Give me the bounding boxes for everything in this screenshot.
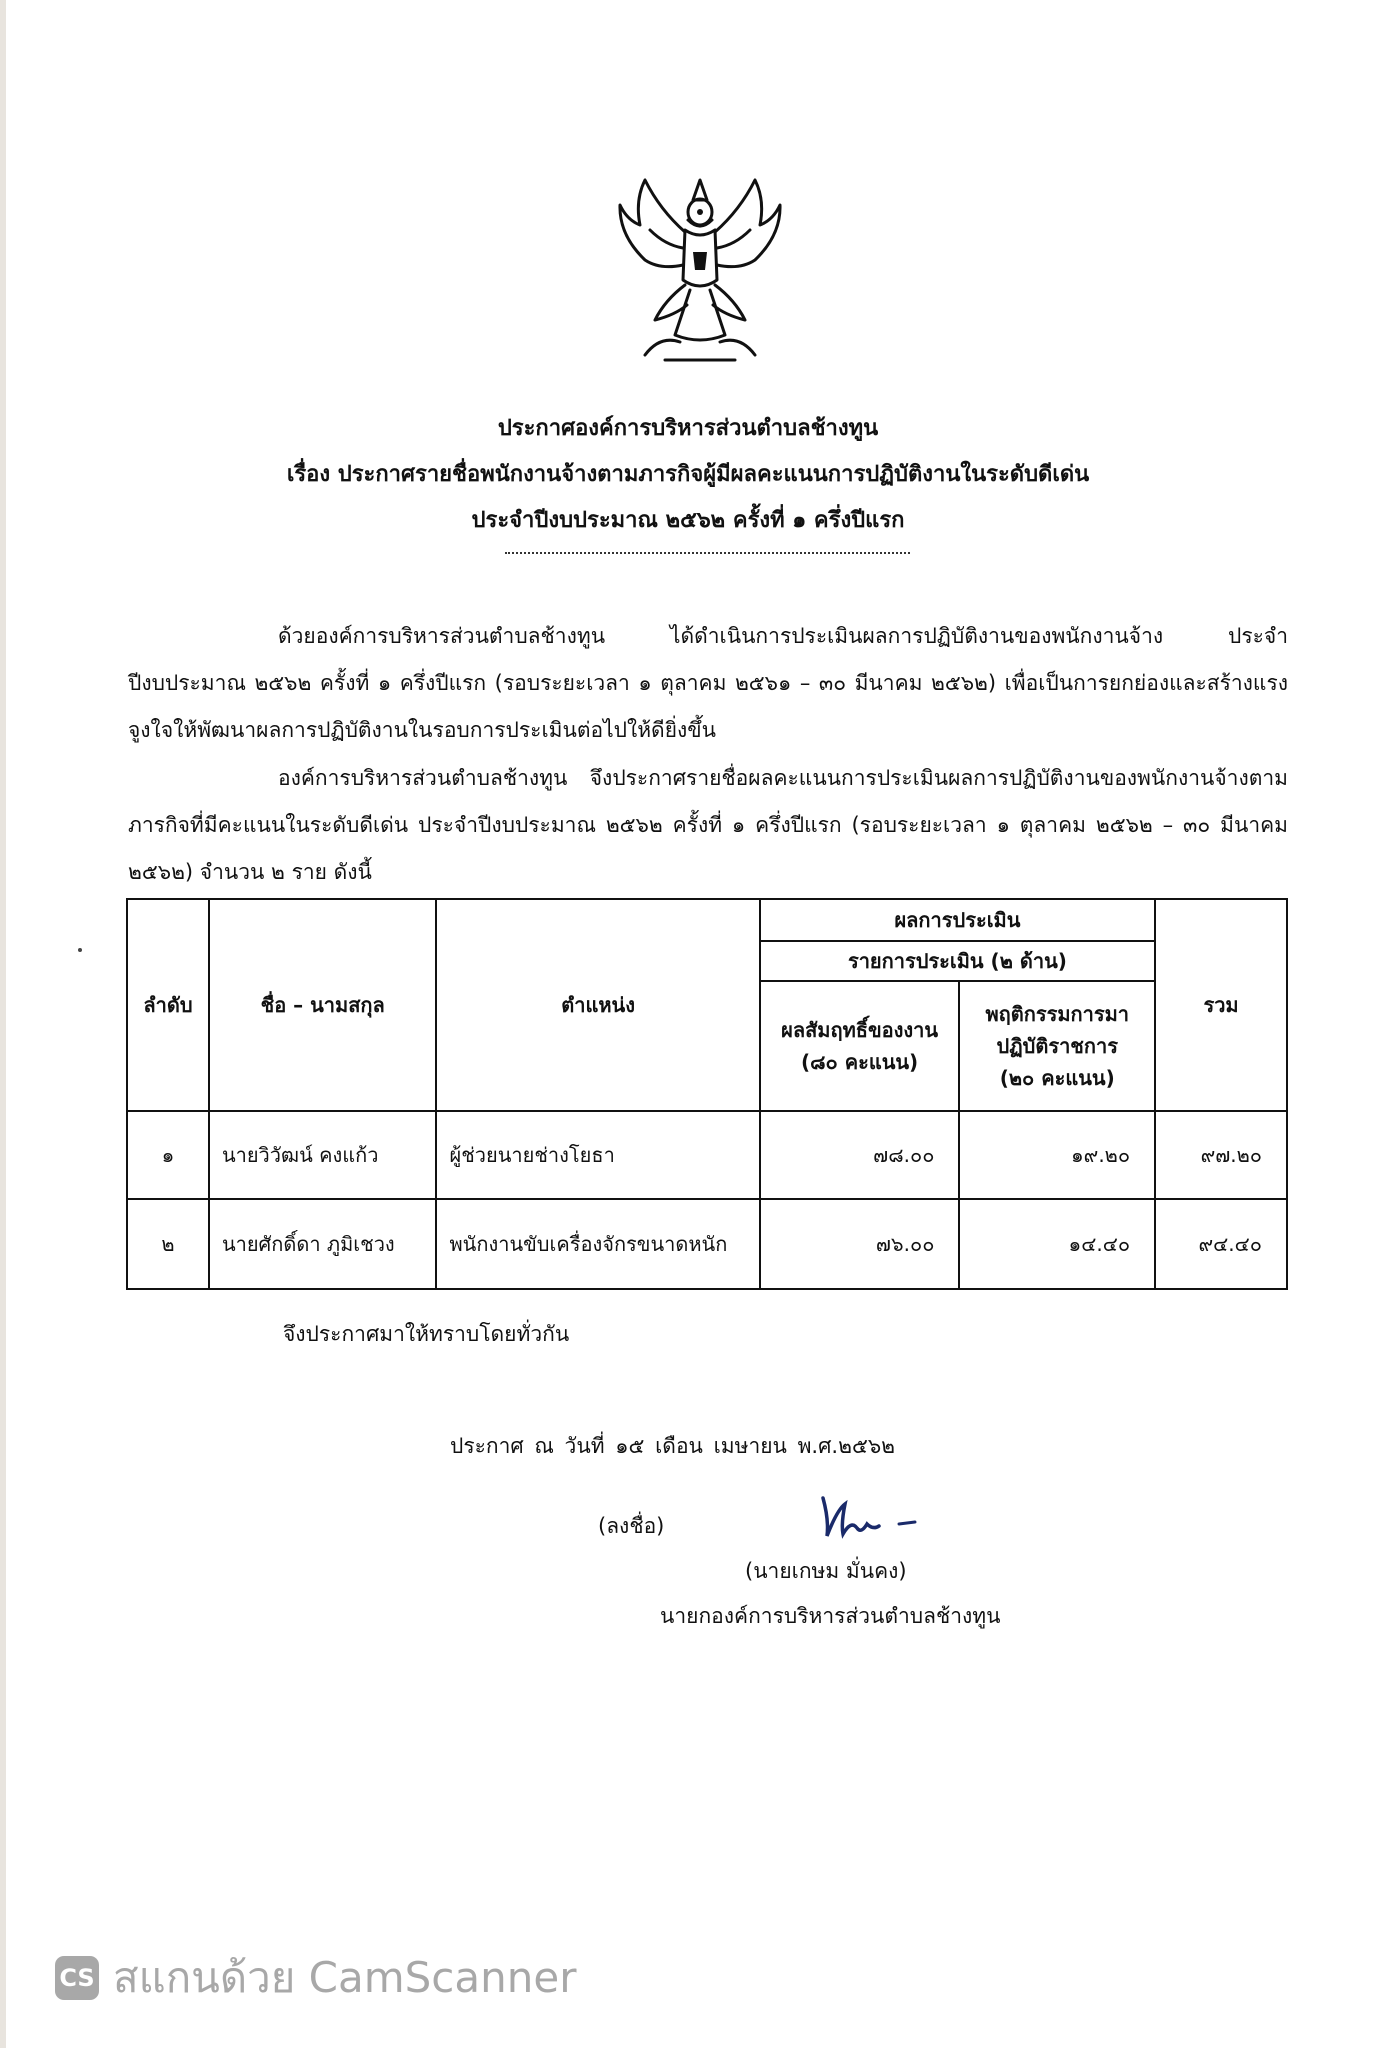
paragraph-1	[128, 613, 1288, 754]
camscanner-logo-icon: CS	[55, 1956, 99, 2000]
header-name: ชื่อ – นามสกุล	[209, 899, 437, 1111]
header-order: ลำดับ	[127, 899, 209, 1111]
header-position: ตำแหน่ง	[436, 899, 759, 1111]
row-behavior-score: ๑๔.๔๐	[959, 1199, 1155, 1289]
row-name: นายวิวัฒน์ คงแก้ว	[209, 1111, 437, 1199]
paragraph-1-text: ด้วยองค์การบริหารส่วนตำบลช้างทูน ได้ดำเนินการประเมินผลการปฏิบัติงานของพนักงานจ้าง ประจำปีงบประมาณ ๒๕๖๒ ครั้งที่ ๑ ครึ่งปีแรก (รอบระยะเวลา ๑ ตุลาคม ๒๕๖๑ – ๓๐ มีนาคม ๒๕๖๒) เพื่อเป็นการยกย่องและสร้างแรงจูงใจให้พัฒนาผลการปฏิบัติงานในรอบการประเมินต่อไปให้ดียิ่งขึ้น	[128, 624, 1288, 742]
closing-statement: จึงประกาศมาให้ทราบโดยทั่วกัน	[283, 1322, 570, 1346]
row-work-score: ๗๘.๐๐	[760, 1111, 960, 1199]
table-row	[127, 1111, 1287, 1199]
header-behavior-line1: พฤติกรรมการมา	[985, 1002, 1130, 1026]
header-work-line1: ผลสัมฤทธิ์ของงาน	[781, 1018, 939, 1042]
row-order: ๒	[127, 1199, 209, 1289]
scan-speck	[78, 948, 82, 952]
signer-name: (นายเกษม มั่นคง)	[745, 1559, 907, 1583]
header-evaluation: ผลการประเมิน	[760, 899, 1155, 941]
header-items: รายการประเมิน (๒ ด้าน)	[760, 941, 1155, 981]
handwritten-signature	[815, 1490, 925, 1550]
announcement-subject: เรื่อง ประกาศรายชื่อพนักงานจ้างตามภารกิจผู้มีผลคะแนนการปฏิบัติงานในระดับดีเด่น	[286, 462, 1090, 487]
row-behavior-score: ๑๙.๒๐	[959, 1111, 1155, 1199]
table-row	[127, 1199, 1287, 1289]
row-position: พนักงานขับเครื่องจักรขนาดหนัก	[436, 1199, 759, 1289]
header-behavior	[959, 981, 1155, 1111]
announcement-period: ประจำปีงบประมาณ ๒๕๖๒ ครั้งที่ ๑ ครึ่งปีแรก	[471, 508, 905, 533]
header-work-line2: (๘๐ คะแนน)	[800, 1050, 919, 1074]
announcement-title: ประกาศองค์การบริหารส่วนตำบลช้างทูน	[497, 416, 879, 441]
row-name: นายศักดิ์ดา ภูมิเชวง	[209, 1199, 437, 1289]
signature-label: (ลงชื่อ)	[598, 1514, 665, 1538]
row-order: ๑	[127, 1111, 209, 1199]
dotted-divider	[505, 552, 910, 554]
score-table	[126, 898, 1288, 1290]
row-work-score: ๗๖.๐๐	[760, 1199, 960, 1289]
page-edge	[0, 0, 6, 2048]
row-total-score: ๙๗.๒๐	[1155, 1111, 1287, 1199]
paragraph-2	[128, 755, 1288, 896]
camscanner-watermark	[55, 1945, 576, 2011]
watermark-text: สแกนด้วย CamScanner	[113, 1953, 577, 2002]
announcement-date: ประกาศ ณ วันที่ ๑๕ เดือน เมษายน พ.ศ.๒๕๖๒	[450, 1434, 896, 1458]
signer-title: นายกองค์การบริหารส่วนตำบลช้างทูน	[660, 1604, 1001, 1628]
row-total-score: ๙๔.๔๐	[1155, 1199, 1287, 1289]
garuda-emblem-icon	[605, 170, 795, 370]
paragraph-2-text: องค์การบริหารส่วนตำบลช้างทูน จึงประกาศรายชื่อผลคะแนนการประเมินผลการปฏิบัติงานของพนักงานจ้างตามภารกิจที่มีคะแนนในระดับดีเด่น ประจำปีงบประมาณ ๒๕๖๒ ครั้งที่ ๑ ครึ่งปีแรก (รอบระยะเวลา ๑ ตุลาคม ๒๕๖๒ – ๓๐ มีนาคม ๒๕๖๒) จำนวน ๒ ราย ดังนี้	[128, 766, 1288, 884]
header-behavior-line2: ปฏิบัติราชการ	[996, 1034, 1118, 1058]
header-total: รวม	[1155, 899, 1287, 1111]
header-behavior-line3: (๒๐ คะแนน)	[999, 1066, 1115, 1090]
row-position: ผู้ช่วยนายช่างโยธา	[436, 1111, 759, 1199]
header-work	[760, 981, 960, 1111]
